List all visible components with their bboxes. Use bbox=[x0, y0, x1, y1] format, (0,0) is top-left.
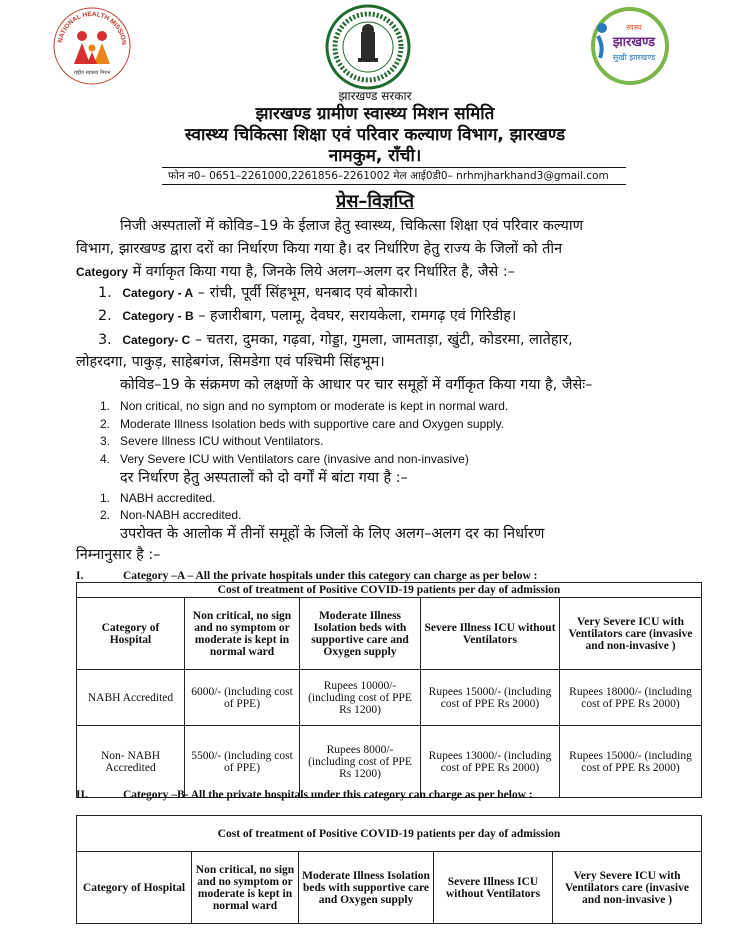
list-number: 2. bbox=[98, 308, 112, 324]
symptom-intro: कोविड–19 के संक्रमण को लक्षणों के आधार पर चार समूहों में वर्गीकृत किया गया है, जैसेः– bbox=[120, 377, 593, 393]
column-header: Category of Hospital bbox=[77, 852, 192, 924]
list-number: 1. bbox=[98, 285, 112, 301]
list-number: 3. bbox=[100, 434, 111, 448]
symptom-text: Severe Illness ICU without Ventilators. bbox=[120, 434, 324, 448]
column-header: Non critical, no sign and no symptom or moderate is kept in normal ward bbox=[185, 598, 300, 670]
department-name: स्वास्थ्य चिकित्सा शिक्षा एवं परिवार कल्याण विभाग, झारखण्ड bbox=[184, 125, 566, 145]
table-cell: Rupees 8000/- (including cost of PPE Rs 1200) bbox=[300, 726, 421, 798]
symptom-item-1 bbox=[100, 399, 508, 413]
press-release-title: प्रेस–विज्ञप्ति bbox=[335, 191, 415, 212]
section-b-number: II. bbox=[76, 789, 88, 801]
intro-line-2: विभाग, झारखण्ड द्वारा दरों का निर्धारण किया गया है। दर निर्धारिण हेतु राज्य के जिलों को तीन bbox=[76, 241, 563, 257]
intro-line-3 bbox=[76, 262, 515, 281]
conclusion-line-2: निम्नानुसार है :– bbox=[76, 547, 161, 563]
symptom-item-2 bbox=[100, 417, 504, 431]
category-b-item bbox=[98, 306, 516, 325]
national-health-mission-logo bbox=[52, 6, 132, 86]
category-districts: – हजारीबाग, पलामू, देवघर, सरायकेला, रामगढ़ एवं गिरिडीह। bbox=[198, 308, 517, 324]
intro-line-1: निजी अस्पतालों में कोविड–19 के ईलाज हेतु स्वास्थ्य, चिकित्सा शिक्षा एवं परिवार कल्याण bbox=[120, 218, 583, 234]
hospital-type-2 bbox=[100, 508, 241, 522]
symptom-text: Non critical, no sign and no symptom or moderate is kept in normal ward. bbox=[120, 399, 509, 413]
column-header: Non critical, no sign and no symptom or moderate is kept in normal ward bbox=[192, 852, 299, 924]
column-header: Severe Illness ICU without Ventilators bbox=[421, 598, 560, 670]
symptom-item-3 bbox=[100, 434, 323, 448]
table-cell: Rupees 15000/- (including cost of PPE Rs 2000) bbox=[560, 726, 702, 798]
hospital-type-text: Non-NABH accredited. bbox=[120, 508, 242, 522]
conclusion-line-1: उपरोक्त के आलोक में तीनों समूहों के जिलों के लिए अलग–अलग दर का निर्धारण bbox=[120, 525, 545, 542]
column-header: Category of Hospital bbox=[77, 598, 185, 670]
svg-text:सुखी झारखण्ड: सुखी झारखण्ड bbox=[612, 53, 656, 62]
government-label: झारखण्ड सरकार bbox=[338, 89, 412, 103]
category-term: Category bbox=[76, 265, 129, 279]
category-label: Category - B bbox=[122, 309, 194, 323]
intro-line-3-text: में वर्गाकृत किया गया है, जिनके लिये अलग–अलग दर निर्धारित है, जैसे :– bbox=[132, 264, 515, 280]
symptom-text: Moderate Illness Isolation beds with supportive care and Oxygen supply. bbox=[120, 417, 505, 431]
svg-text:NATIONAL HEALTH MISSION: NATIONAL HEALTH MISSION bbox=[57, 10, 128, 46]
jharkhand-government-emblem bbox=[325, 4, 411, 90]
hospital-type-text: NABH accredited. bbox=[120, 491, 216, 505]
column-header: Moderate Illness Isolation beds with supportive care and Oxygen supply bbox=[300, 598, 421, 670]
table-caption: Cost of treatment of Positive COVID-19 patients per day of admission bbox=[77, 583, 702, 598]
cost-table-category-a bbox=[76, 568, 702, 798]
office-location: नामकुम, राँची। bbox=[328, 146, 422, 166]
category-c-continued: लोहरदगा, पाकुड़, साहेबगंज, सिमडेगा एवं पश्चिमी सिंहभूम। bbox=[76, 354, 385, 370]
svg-text:झारखण्ड: झारखण्ड bbox=[612, 35, 656, 50]
table-cell: Non- NABH Accredited bbox=[77, 726, 185, 798]
table-cell: Rupees 13000/- (including cost of PPE Rs 2000) bbox=[421, 726, 560, 798]
contact-line: फोन न0– 0651–2261000,2261856–2261002 मेल आई0डी0– nrhmjharkhand3@gmail.com bbox=[162, 167, 626, 185]
category-districts: – रांची, पूर्वी सिंहभूम, धनबाद एवं बोकारो। bbox=[197, 285, 418, 301]
svg-text:राष्ट्रीय स्वास्थ्य मिशन: राष्ट्रीय स्वास्थ्य मिशन bbox=[73, 70, 111, 76]
category-a-item bbox=[98, 283, 418, 302]
list-number: 3. bbox=[98, 332, 112, 348]
column-header: Severe Illness ICU without Ventilators bbox=[434, 852, 553, 924]
table-cell: Rupees 18000/- (including cost of PPE Rs 2000) bbox=[560, 670, 702, 726]
category-label: Category - A bbox=[122, 286, 194, 300]
cost-table-category-b bbox=[76, 815, 702, 924]
section-b-title: Category –B- All the private hospitals under this category can charge as per below : bbox=[123, 789, 533, 801]
table-caption: Cost of treatment of Positive COVID-19 patients per day of admission bbox=[77, 816, 702, 852]
table-cell: Rupees 15000/- (including cost of PPE Rs 2000) bbox=[421, 670, 560, 726]
category-c-item bbox=[98, 330, 573, 349]
table-cell: Rupees 10000/- (including cost of PPE Rs 1200) bbox=[300, 670, 421, 726]
table-row bbox=[77, 670, 702, 726]
table-cell: NABH Accredited bbox=[77, 670, 185, 726]
table-cell: 5500/- (including cost of PPE) bbox=[185, 726, 300, 798]
table-row bbox=[77, 726, 702, 798]
list-number: 1. bbox=[100, 491, 111, 505]
list-number: 1. bbox=[100, 399, 111, 413]
section-a-title: Category –A – All the private hospitals under this category can charge as per below : bbox=[123, 570, 538, 582]
category-districts: – चतरा, दुमका, गढ़वा, गोड्डा, गुमला, जामताड़ा, खुंटी, कोडरमा, लातेहार, bbox=[194, 332, 573, 348]
symptom-item-4 bbox=[100, 452, 469, 466]
section-a-number: I. bbox=[76, 570, 84, 582]
column-header: Moderate Illness Isolation beds with supportive care and Oxygen supply bbox=[299, 852, 434, 924]
table-cell: 6000/- (including cost of PPE) bbox=[185, 670, 300, 726]
list-number: 4. bbox=[100, 452, 111, 466]
symptom-text: Very Severe ICU with Ventilators care (invasive and non-invasive) bbox=[120, 452, 469, 466]
swasth-jharkhand-logo bbox=[590, 6, 670, 86]
svg-text:स्वस्थ: स्वस्थ bbox=[626, 23, 642, 32]
category-label: Category- C bbox=[122, 333, 191, 347]
hospital-intro: दर निर्धारण हेतु अस्पतालों को दो वर्गों में बांटा गया है :– bbox=[120, 470, 408, 486]
hospital-type-1 bbox=[100, 491, 215, 505]
column-header: Very Severe ICU with Ventilators care (invasive and non-invasive ) bbox=[553, 852, 702, 924]
list-number: 2. bbox=[100, 417, 111, 431]
list-number: 2. bbox=[100, 508, 111, 522]
column-header: Very Severe ICU with Ventilators care (invasive and non-invasive ) bbox=[560, 598, 702, 670]
organization-name: झारखण्ड ग्रामीण स्वास्थ्य मिशन समिति bbox=[255, 104, 495, 124]
